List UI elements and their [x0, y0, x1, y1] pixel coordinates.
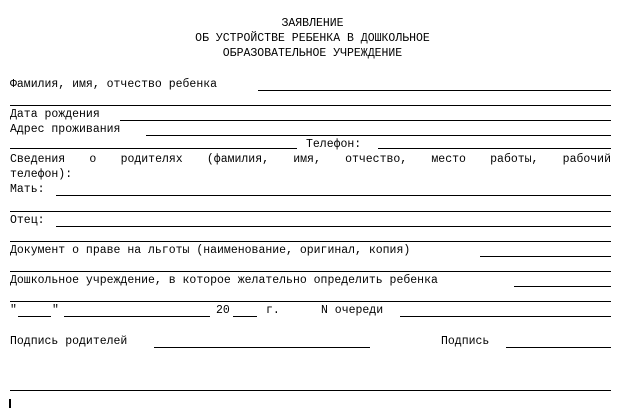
- day-line[interactable]: [18, 316, 51, 317]
- year-line[interactable]: [233, 316, 257, 317]
- preferred-school-label: Дошкольное учреждение, в которое желательно определить ребенка: [10, 274, 438, 287]
- preferred-school-line[interactable]: [514, 286, 611, 287]
- father-line-2[interactable]: [10, 241, 611, 242]
- parents-signature-line[interactable]: [154, 347, 370, 348]
- parents-signature-label: Подпись родителей: [10, 335, 128, 348]
- phone-line[interactable]: [378, 148, 611, 149]
- form-subtitle-line1: ОБ УСТРОЙСТВЕ РЕБЕНКА В ДОШКОЛЬНОЕ: [195, 32, 430, 45]
- date-quote-close: ": [52, 304, 59, 317]
- birth-date-label: Дата рождения: [10, 108, 100, 121]
- phone-label: Телефон:: [306, 138, 362, 151]
- month-line[interactable]: [64, 316, 210, 317]
- signature-label: Подпись: [441, 335, 490, 348]
- bottom-rule: [10, 390, 611, 391]
- child-name-line[interactable]: [258, 90, 611, 91]
- mother-label: Мать:: [10, 183, 45, 196]
- parents-info-label-cont: телефон):: [10, 168, 73, 181]
- birth-date-line[interactable]: [120, 120, 611, 121]
- signature-line[interactable]: [506, 347, 611, 348]
- queue-number-line[interactable]: [400, 316, 611, 317]
- mother-line[interactable]: [56, 195, 611, 196]
- year-prefix: 20: [216, 304, 230, 317]
- address-label: Адрес проживания: [10, 123, 121, 136]
- address-line[interactable]: [146, 135, 611, 136]
- queue-number-label: N очереди: [321, 304, 384, 317]
- child-name-label: Фамилия, имя, отчество ребенка: [10, 78, 218, 91]
- year-suffix: г.: [266, 304, 280, 317]
- mother-line-2[interactable]: [10, 211, 611, 212]
- text-cursor: [9, 399, 11, 408]
- father-line[interactable]: [56, 226, 611, 227]
- father-label: Отец:: [10, 214, 45, 227]
- benefits-doc-line[interactable]: [480, 256, 611, 257]
- benefits-doc-line-2[interactable]: [10, 271, 611, 272]
- parents-info-label: Сведения о родителях (фамилия, имя, отчество, место работы, рабочий: [10, 153, 611, 166]
- form-title: ЗАЯВЛЕНИЕ: [281, 17, 344, 30]
- address-line-2[interactable]: [10, 148, 297, 149]
- date-quote-open: ": [10, 304, 17, 317]
- benefits-doc-label: Документ о праве на льготы (наименование, оригинал, копия): [10, 244, 411, 257]
- child-name-line-2[interactable]: [10, 105, 611, 106]
- form-subtitle-line2: ОБРАЗОВАТЕЛЬНОЕ УЧРЕЖДЕНИЕ: [222, 47, 403, 60]
- preferred-school-line-2[interactable]: [10, 301, 611, 302]
